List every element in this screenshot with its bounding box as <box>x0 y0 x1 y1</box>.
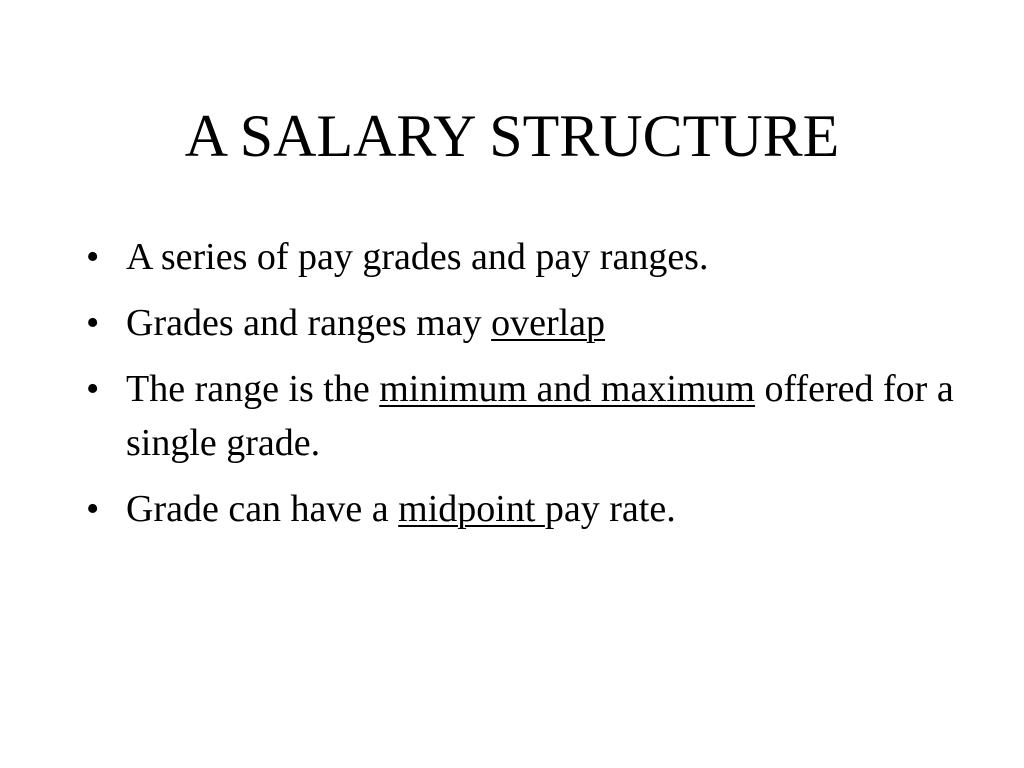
bullet-text-continued: pay rate. <box>544 488 676 530</box>
bullet-text: A series of pay grades and pay ranges. <box>126 236 709 278</box>
bullet-item-2 <box>86 296 966 350</box>
underlined-term-midpoint: midpoint <box>398 488 545 530</box>
bullet-icon: • <box>86 236 100 278</box>
bullet-list <box>86 230 966 548</box>
bullet-item-3 <box>86 362 966 470</box>
bullet-text: The range is the <box>126 368 380 410</box>
bullet-item-4 <box>86 482 966 536</box>
slide-title: A SALARY STRUCTURE <box>184 103 840 169</box>
underlined-term-min-max: minimum and maximum <box>379 368 755 410</box>
bullet-icon: • <box>86 368 100 410</box>
bullet-text: Grades and ranges may <box>126 302 492 344</box>
underlined-term-overlap: overlap <box>491 302 606 344</box>
bullet-text-continued: offered for a single grade. <box>126 368 954 464</box>
bullet-item-1 <box>86 230 966 284</box>
bullet-icon: • <box>86 302 100 344</box>
bullet-text: Grade can have a <box>126 488 399 530</box>
bullet-icon: • <box>86 488 100 530</box>
